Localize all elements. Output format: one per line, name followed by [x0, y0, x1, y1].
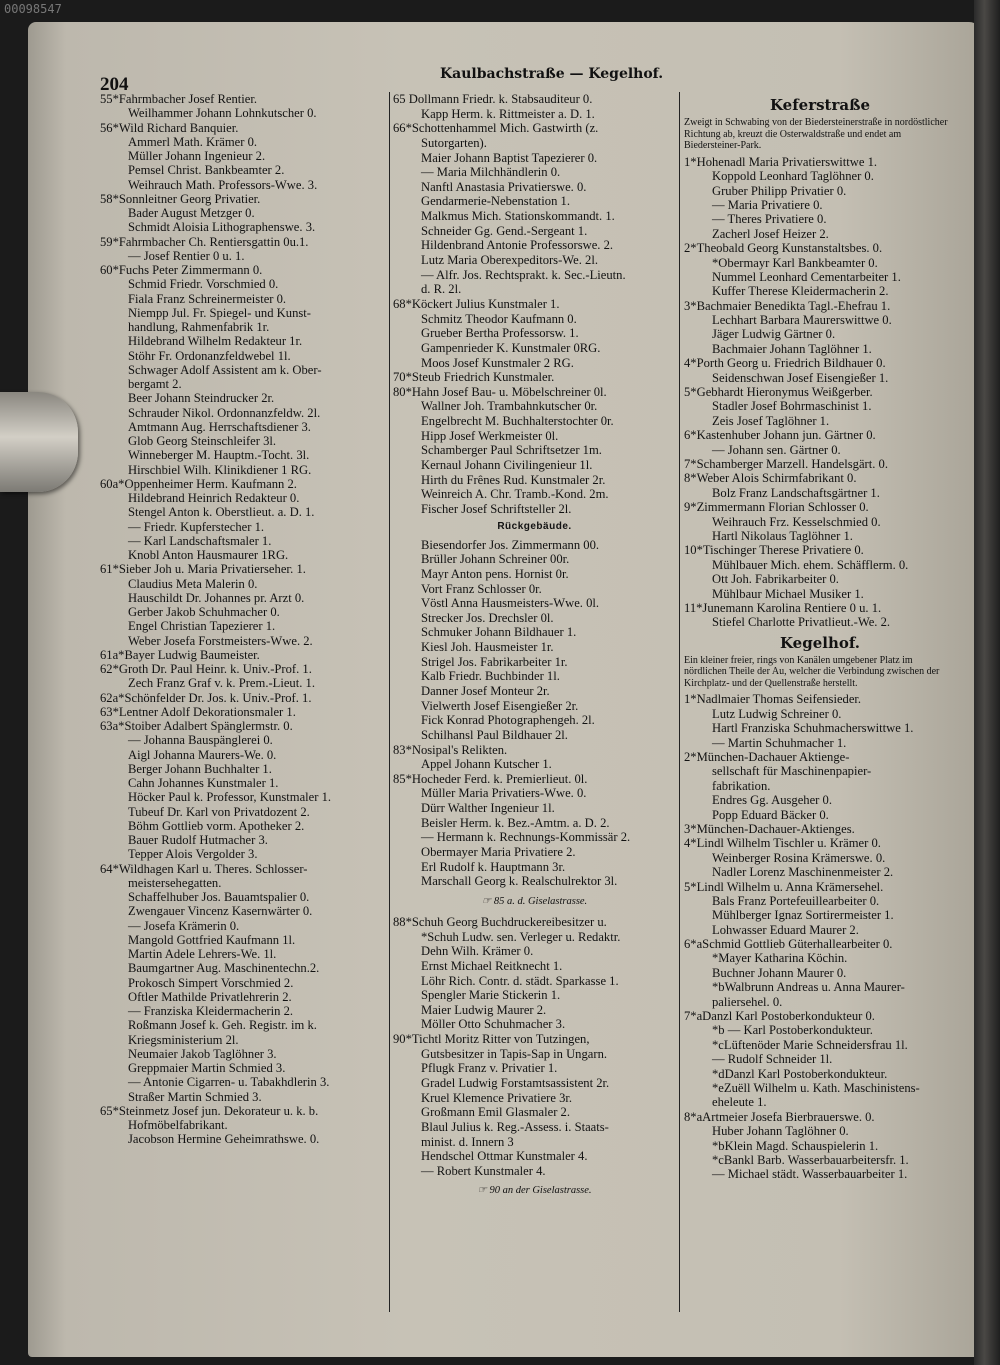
- directory-entry: Hartl Nikolaus Taglöhner 1.: [712, 528, 853, 543]
- directory-entry: 65*Steinmetz Josef jun. Dekorateur u. k. b.: [100, 1103, 319, 1118]
- column-rule-2: [679, 92, 680, 1312]
- directory-entry: 7*aDanzl Karl Postoberkondukteur 0.: [684, 1009, 875, 1024]
- directory-entry: Hauschildt Dr. Johannes pr. Arzt 0.: [128, 590, 305, 605]
- directory-entry: 3*München-Dachauer-Aktienges.: [684, 821, 855, 836]
- directory-entry: Bachmaier Johann Taglöhner 1.: [712, 341, 872, 356]
- running-header: Kaulbachstraße — Kegelhof.: [440, 66, 664, 82]
- directory-entry: Hipp Josef Werkmeister 0l.: [421, 428, 559, 443]
- directory-entry: Kalb Friedr. Buchbinder 1l.: [421, 669, 560, 684]
- directory-entry: handlung, Rahmenfabrik 1r.: [128, 320, 270, 334]
- directory-entry: 7*Schamberger Marzell. Handelsgärt. 0.: [684, 456, 888, 471]
- directory-entry: — Franziska Kleidermacherin 2.: [128, 1004, 294, 1018]
- directory-entry: Maier Johann Baptist Tapezierer 0.: [421, 150, 598, 165]
- directory-entry: Nanftl Anastasia Privatierswe. 0.: [421, 179, 587, 194]
- directory-entry: Martin Adele Lehrers-We. 1l.: [128, 947, 277, 961]
- directory-entry: Sutorgarten).: [421, 135, 487, 150]
- directory-entry: Appel Johann Kutscher 1.: [421, 757, 552, 772]
- directory-entry: Fischer Josef Schriftsteller 2l.: [421, 501, 572, 516]
- directory-entry: *dDanzl Karl Postoberkondukteur.: [712, 1066, 888, 1081]
- directory-entry: Zacherl Josef Heizer 2.: [712, 226, 829, 241]
- section-note-kegelhof: Ein kleiner freier, rings von Kanälen umgebener Platz im nördlichen Theile der Au, welcher die Verbindung zwischen der Kirchplatz- und der Quellenstraße herstellt.: [684, 654, 940, 689]
- directory-entry: Tubeuf Dr. Karl von Privatdozent 2.: [128, 804, 310, 819]
- directory-entry: Aigl Johanna Maurers-We. 0.: [128, 747, 277, 762]
- directory-entry: Erl Rudolf k. Hauptmann 3r.: [421, 859, 566, 874]
- directory-entry: Stengel Anton k. Oberstlieut. a. D. 1.: [128, 505, 315, 520]
- directory-entry: — Maria Privatiere 0.: [712, 197, 823, 212]
- scan-id: 00098547: [4, 2, 62, 16]
- column-2: [393, 92, 676, 1204]
- directory-entry: Mangold Gottfried Kaufmann 1l.: [128, 932, 296, 947]
- directory-entry: Bader August Metzger 0.: [128, 206, 255, 220]
- directory-entry: minist. d. Innern 3: [421, 1134, 514, 1149]
- directory-entry: Weilhammer Johann Lohnkutscher 0.: [128, 106, 317, 121]
- directory-entry: 85*Hocheder Ferd. k. Premierlieut. 0l.: [393, 771, 588, 786]
- directory-entry: 3*Bachmaier Benedikta Tagl.-Ehefrau 1.: [684, 298, 891, 313]
- directory-entry: 61a*Bayer Ludwig Baumeister.: [100, 647, 260, 662]
- directory-entry: Moos Josef Kunstmaler 2 RG.: [421, 355, 574, 370]
- directory-entry: — Josefa Krämerin 0.: [128, 918, 240, 933]
- directory-entry: Engel Christian Tapezierer 1.: [128, 619, 276, 634]
- directory-entry: Mühlbauer Mich. ehem. Schäfflerm. 0.: [712, 557, 909, 572]
- directory-entry: — Maria Milchhändlerin 0.: [421, 165, 561, 180]
- directory-entry: meistersehegatten.: [128, 875, 222, 890]
- directory-entry: Berger Johann Buchhalter 1.: [128, 761, 272, 776]
- directory-entry: 60*Fuchs Peter Zimmermann 0.: [100, 263, 263, 277]
- directory-entry: Mühlbaur Michael Musiker 1.: [712, 586, 864, 601]
- page-number: 204: [100, 74, 129, 95]
- directory-entry: Gutsbesitzer in Tapis-Sap in Ungarn.: [421, 1046, 608, 1061]
- directory-entry: sellschaft für Maschinenpapier-: [712, 764, 872, 779]
- directory-entry: Böhm Gottlieb vorm. Apotheker 2.: [128, 818, 305, 833]
- directory-entry: fabrikation.: [712, 778, 771, 793]
- directory-entry: — Martin Schuhmacher 1.: [712, 735, 847, 750]
- directory-entry: Ernst Michael Reitknecht 1.: [421, 958, 563, 973]
- directory-entry: Schamberger Paul Schriftsetzer 1m.: [421, 443, 602, 458]
- directory-entry: Nummel Leonhard Cementarbeiter 1.: [712, 269, 901, 284]
- directory-entry: Hildebrand Heinrich Redakteur 0.: [128, 491, 300, 505]
- directory-entry: Pflugk Franz v. Privatier 1.: [421, 1061, 558, 1076]
- directory-entry: *cBankl Barb. Wasserbauarbeitersfr. 1.: [712, 1152, 909, 1167]
- entries-col2-a: [393, 92, 676, 517]
- directory-entry: 63*Lentner Adolf Dekorationsmaler 1.: [100, 704, 296, 719]
- directory-entry: Weber Josefa Forstmeisters-Wwe. 2.: [128, 633, 313, 648]
- directory-entry: Mayr Anton pens. Hornist 0r.: [421, 566, 569, 581]
- directory-entry: Blaul Julius k. Reg.-Assess. i. Staats-: [421, 1119, 609, 1134]
- directory-entry: Strecker Jos. Drechsler 0l.: [421, 610, 554, 625]
- directory-entry: Beer Johann Steindrucker 2r.: [128, 391, 275, 406]
- directory-entry: — Karl Landschaftsmaler 1.: [128, 533, 272, 548]
- directory-entry: 60a*Oppenheimer Herm. Kaufmann 2.: [100, 476, 297, 491]
- column-1: [100, 92, 390, 1147]
- directory-entry: Schaffelhuber Jos. Bauamtspalier 0.: [128, 890, 310, 904]
- directory-entry: 4*Porth Georg u. Friedrich Bildhauer 0.: [684, 356, 886, 371]
- directory-entry: bergamt 2.: [128, 377, 182, 391]
- directory-entry: Mühlberger Ignaz Sortirermeister 1.: [712, 908, 894, 923]
- directory-entry: Hildenbrand Antonie Professorswe. 2.: [421, 238, 614, 253]
- directory-entry: 6*Kastenhuber Johann jun. Gärtner 0.: [684, 428, 876, 443]
- directory-entry: Prokosch Simpert Vorschmied 2.: [128, 975, 294, 990]
- directory-entry: *bKlein Magd. Schauspielerin 1.: [712, 1138, 879, 1153]
- directory-entry: — Johanna Bauspänglerei 0.: [128, 733, 273, 748]
- directory-entry: Schmid Friedr. Vorschmied 0.: [128, 277, 279, 292]
- directory-entry: Obermayer Maria Privatiere 2.: [421, 845, 576, 860]
- directory-entry: Tepper Alois Vergolder 3.: [128, 847, 258, 862]
- directory-entry: — Hermann k. Rechnungs-Kommissär 2.: [421, 830, 631, 845]
- directory-entry: Bauer Rudolf Hutmacher 3.: [128, 833, 268, 847]
- directory-entry: 64*Wildhagen Karl u. Theres. Schlosser-: [100, 861, 308, 876]
- directory-entry: Gradel Ludwig Forstamtsassistent 2r.: [421, 1076, 610, 1090]
- directory-entry: Buchner Johann Maurer 0.: [712, 965, 847, 980]
- directory-entry: Schrauder Nikol. Ordonnanzfeldw. 2l.: [128, 405, 321, 420]
- directory-entry: 1*Hohenadl Maria Privatierswittwe 1.: [684, 154, 878, 169]
- directory-entry: Zech Franz Graf v. k. Prem.-Lieut. 1.: [128, 676, 315, 691]
- directory-entry: 63a*Stoiber Adalbert Spänglermstr. 0.: [100, 719, 293, 733]
- directory-entry: Gerber Jakob Schuhmacher 0.: [128, 605, 280, 619]
- page-clip: [0, 392, 78, 492]
- directory-entry: Niempp Jul. Fr. Spiegel- und Kunst-: [128, 305, 311, 320]
- directory-entry: Claudius Meta Malerin 0.: [128, 576, 258, 591]
- directory-entry: — Antonie Cigarren- u. Tabakhdlerin 3.: [128, 1075, 330, 1090]
- directory-entry: Wallner Joh. Trambahnkutscher 0r.: [421, 399, 598, 414]
- directory-entry: Biesendorfer Jos. Zimmermann 00.: [421, 537, 600, 552]
- footnote-85: ☞ 85 a. d. Giselastrasse.: [481, 895, 588, 907]
- directory-entry: Huber Johann Taglöhner 0.: [712, 1124, 849, 1139]
- directory-entry: 56*Wild Richard Banquier.: [100, 120, 239, 135]
- directory-entry: Schilhansl Paul Bildhauer 2l.: [421, 727, 568, 742]
- directory-entry: Weinreich A. Chr. Tramb.-Kond. 2m.: [421, 487, 609, 502]
- directory-entry: Marschall Georg k. Realschulrektor 3l.: [421, 874, 618, 889]
- directory-entry: Fick Konrad Photographengeh. 2l.: [421, 713, 595, 728]
- directory-entry: Dehn Wilh. Krämer 0.: [421, 944, 534, 959]
- directory-entry: Müller Johann Ingenieur 2.: [128, 149, 266, 163]
- directory-entry: Gendarmerie-Nebenstation 1.: [421, 194, 570, 209]
- directory-entry: Greppmaier Martin Schmied 3.: [128, 1061, 286, 1075]
- directory-entry: Weinberger Rosina Krämerswe. 0.: [712, 850, 886, 865]
- directory-entry: Baumgartner Aug. Maschinentechn.2.: [128, 961, 320, 976]
- directory-entry: 11*Junemann Karolina Rentiere 0 u. 1.: [684, 600, 882, 615]
- directory-entry: Schmitz Theodor Kaufmann 0.: [421, 311, 577, 326]
- directory-entry: Straßer Martin Schmied 3.: [128, 1089, 262, 1104]
- directory-entry: Müller Maria Privatiers-Wwe. 0.: [421, 786, 587, 801]
- directory-entry: 6*aSchmid Gottlieb Güterhallearbeiter 0.: [684, 937, 893, 952]
- directory-entry: Fiala Franz Schreinermeister 0.: [128, 291, 287, 306]
- directory-entry: 65 Dollmann Friedr. k. Stabsauditeur 0.: [393, 92, 593, 106]
- directory-entry: *cLüftenöder Marie Schneidersfrau 1l.: [712, 1037, 908, 1052]
- directory-entry: Bals Franz Portefeuillearbeiter 0.: [712, 893, 880, 908]
- directory-entry: Hirschbiel Wilh. Klinikdiener 1 RG.: [128, 462, 312, 477]
- directory-entry: 83*Nosipal's Relikten.: [393, 742, 508, 757]
- directory-entry: 88*Schuh Georg Buchdruckereibesitzer u.: [393, 914, 607, 929]
- directory-entry: Löhr Rich. Contr. d. städt. Sparkasse 1.: [421, 973, 619, 988]
- directory-entry: — Robert Kunstmaler 4.: [421, 1163, 546, 1178]
- footnote-90: ☞ 90 an der Giselastrasse.: [477, 1185, 592, 1197]
- directory-entry: 90*Tichtl Moritz Ritter von Tutzingen,: [393, 1032, 590, 1047]
- directory-entry: *Mayer Katharina Köchin.: [712, 951, 848, 966]
- directory-entry: 55*Fahrmbacher Josef Rentier.: [100, 92, 258, 106]
- directory-entry: *b — Karl Postoberkondukteur.: [712, 1023, 873, 1038]
- directory-entry: — Theres Privatiere 0.: [712, 212, 827, 227]
- directory-entry: 5*Gebhardt Hieronymus Weißgerber.: [684, 385, 873, 400]
- section-title-keferstrasse: Keferstraße: [769, 96, 871, 114]
- directory-entry: Jäger Ludwig Gärtner 0.: [712, 327, 836, 342]
- directory-entry: Schmidt Aloisia Lithographenswe. 3.: [128, 220, 316, 235]
- directory-entry: 70*Steub Friedrich Kunstmaler.: [393, 370, 555, 385]
- directory-entry: paliersehel. 0.: [712, 994, 783, 1009]
- directory-entry: Ammerl Math. Krämer 0.: [128, 134, 258, 149]
- directory-entry: 8*Weber Alois Schirmfabrikant 0.: [684, 471, 857, 486]
- directory-entry: Cahn Johannes Kunstmaler 1.: [128, 776, 279, 790]
- directory-entry: Kapp Herm. k. Rittmeister a. D. 1.: [421, 106, 595, 121]
- directory-entry: Bolz Franz Landschaftsgärtner 1.: [712, 485, 880, 500]
- directory-entry: Schwager Adolf Assistent am k. Ober-: [128, 362, 322, 377]
- directory-entry: Hirth du Frênes Rud. Kunstmaler 2r.: [421, 472, 606, 487]
- directory-entry: Seidenschwan Josef Eisengießer 1.: [712, 370, 889, 385]
- directory-entry: Stöhr Fr. Ordonanzfeldwebel 1l.: [128, 348, 291, 363]
- column-3: [684, 92, 956, 1182]
- directory-entry: Brüller Johann Schreiner 00r.: [421, 552, 570, 567]
- directory-entry: Zeis Josef Taglöhner 1.: [712, 413, 830, 428]
- directory-entry: 66*Schottenhammel Mich. Gastwirth (z.: [393, 121, 599, 136]
- entries-col2-c: [393, 915, 676, 1179]
- directory-entry: Weihrauch Math. Professors-Wwe. 3.: [128, 177, 318, 192]
- directory-entry: d. R. 2l.: [421, 282, 462, 297]
- directory-entry: Oftler Mathilde Privatlehrerin 2.: [128, 989, 292, 1004]
- directory-entry: Stiefel Charlotte Privatlieut.-We. 2.: [712, 615, 891, 630]
- directory-entry: Gruber Philipp Privatier 0.: [712, 183, 847, 198]
- directory-entry: Popp Eduard Bäcker 0.: [712, 807, 829, 822]
- directory-entry: Stadler Josef Bohrmaschinist 1.: [712, 399, 872, 414]
- directory-entry: Großmann Emil Glasmaler 2.: [421, 1105, 570, 1120]
- directory-entry: Grueber Bertha Professorsw. 1.: [421, 326, 579, 341]
- directory-entry: Endres Gg. Ausgeher 0.: [712, 793, 832, 808]
- directory-entry: Kernaul Johann Civilingenieur 1l.: [421, 458, 593, 473]
- directory-entry: Gampenrieder K. Kunstmaler 0RG.: [421, 340, 601, 355]
- directory-entry: Nadler Lorenz Maschinenmeister 2.: [712, 865, 894, 880]
- directory-entry: Roßmann Josef k. Geh. Registr. im k.: [128, 1018, 317, 1033]
- directory-entry: 62*Groth Dr. Paul Heinr. k. Univ.-Prof. 1.: [100, 662, 312, 676]
- directory-entry: Strigel Jos. Fabrikarbeiter 1r.: [421, 654, 568, 669]
- directory-entry: 10*Tischinger Therese Privatiere 0.: [684, 543, 864, 558]
- directory-entry: — Friedr. Kupferstecher 1.: [128, 519, 265, 534]
- directory-entry: 9*Zimmermann Florian Schlosser 0.: [684, 500, 869, 515]
- directory-entry: — Johann sen. Gärtner 0.: [712, 442, 841, 457]
- entries-col3-b: [684, 692, 956, 1181]
- directory-entry: Vielwerth Josef Eisengießer 2r.: [421, 698, 579, 713]
- directory-entry: Winneberger M. Hauptm.-Tocht. 3l.: [128, 448, 310, 463]
- directory-entry: Lohwasser Eduard Maurer 2.: [712, 922, 859, 937]
- directory-entry: Knobl Anton Hausmaurer 1RG.: [128, 548, 289, 562]
- directory-entry: 62a*Schönfelder Dr. Jos. k. Univ.-Prof. 1.: [100, 690, 312, 705]
- directory-entry: Glob Georg Steinschleifer 3l.: [128, 434, 277, 448]
- directory-entry: 2*Theobald Georg Kunstanstaltsbes. 0.: [684, 241, 883, 256]
- directory-entry: Kuffer Therese Kleidermacherin 2.: [712, 284, 889, 299]
- book-edge: [974, 0, 1000, 1365]
- directory-entry: — Rudolf Schneider 1l.: [712, 1052, 833, 1067]
- directory-entry: Zwengauer Vincenz Kasernwärter 0.: [128, 904, 313, 919]
- directory-entry: Schmuker Johann Bildhauer 1.: [421, 625, 577, 640]
- directory-entry: 4*Lindl Wilhelm Tischler u. Krämer 0.: [684, 836, 881, 851]
- directory-entry: Schneider Gg. Gend.-Sergeant 1.: [421, 223, 588, 238]
- directory-entry: Kriegsministerium 2l.: [128, 1032, 239, 1047]
- directory-entry: Hofmöbelfabrikant.: [128, 1118, 228, 1132]
- directory-entry: Kiesl Joh. Hausmeister 1r.: [421, 640, 554, 655]
- directory-entry: *bWalbrunn Andreas u. Anna Maurer-: [712, 980, 905, 995]
- subheading-rueckgebaeude: Rückgebäude.: [497, 520, 572, 532]
- directory-entry: Pemsel Christ. Bankbeamter 2.: [128, 163, 285, 178]
- directory-entry: — Michael städt. Wasserbauarbeiter 1.: [712, 1167, 908, 1182]
- directory-entry: *eZuëll Wilhelm u. Kath. Maschinistens-: [712, 1081, 920, 1095]
- directory-entry: Spengler Marie Stickerin 1.: [421, 988, 561, 1003]
- directory-entry: Engelbrecht M. Buchhalterstochter 0r.: [421, 414, 614, 429]
- directory-entry: Malkmus Mich. Stationskommandt. 1.: [421, 209, 615, 224]
- directory-entry: Höcker Paul k. Professor, Kunstmaler 1.: [128, 790, 332, 805]
- directory-entry: Maier Ludwig Maurer 2.: [421, 1002, 547, 1017]
- directory-entry: Dürr Walther Ingenieur 1l.: [421, 801, 555, 816]
- directory-entry: Amtmann Aug. Herrschaftsdiener 3.: [128, 419, 311, 434]
- section-note-keferstrasse: Zweigt in Schwabing von der Biedersteinerstraße in nordöstlicher Richtung ab, kreuzt die Osterwaldstraße und endet am Biedersteiner-Park.: [684, 117, 948, 152]
- directory-entry: 8*aArtmeier Josefa Bierbrauerswe. 0.: [684, 1109, 875, 1124]
- directory-entry: Jacobson Hermine Geheimrathswe. 0.: [128, 1132, 320, 1147]
- directory-entry: Hartl Franziska Schuhmacherswittwe 1.: [712, 721, 914, 736]
- directory-entry: Beisler Herm. k. Bez.-Amtm. a. D. 2.: [421, 815, 610, 830]
- directory-entry: 59*Fahrmbacher Ch. Rentiersgattin 0u.1.: [100, 234, 309, 249]
- directory-entry: Neumaier Jakob Taglöhner 3.: [128, 1046, 277, 1061]
- entries-col1: [100, 92, 390, 1147]
- directory-entry: Danner Josef Monteur 2r.: [421, 683, 550, 698]
- section-title-kegelhof: Kegelhof.: [779, 633, 861, 652]
- entries-col3-a: [684, 155, 956, 630]
- directory-entry: Ott Joh. Fabrikarbeiter 0.: [712, 572, 839, 587]
- directory-entry: Vöstl Anna Hausmeisters-Wwe. 0l.: [421, 596, 600, 611]
- directory-entry: 68*Köckert Julius Kunstmaler 1.: [393, 296, 560, 311]
- directory-entry: 1*Nadlmaier Thomas Seifensieder.: [684, 692, 862, 707]
- directory-entry: 58*Sonnleitner Georg Privatier.: [100, 191, 261, 206]
- directory-entry: Kruel Klemence Privatiere 3r.: [421, 1090, 573, 1105]
- directory-entry: Vort Franz Schlosser 0r.: [421, 581, 542, 596]
- directory-entry: Möller Otto Schuhmacher 3.: [421, 1017, 566, 1032]
- directory-entry: Hildebrand Wilhelm Redakteur 1r.: [128, 334, 303, 349]
- directory-entry: Lechhart Barbara Maurerswittwe 0.: [712, 313, 892, 328]
- directory-entry: *Obermayr Karl Bankbeamter 0.: [712, 255, 878, 270]
- directory-entry: Hendschel Ottmar Kunstmaler 4.: [421, 1149, 588, 1164]
- directory-entry: 2*München-Dachauer Aktienge-: [684, 750, 850, 765]
- directory-entry: *Schuh Ludw. sen. Verleger u. Redaktr.: [421, 929, 621, 944]
- directory-entry: Lutz Maria Oberexpeditors-We. 2l.: [421, 253, 598, 268]
- entries-col2-b: [393, 538, 676, 889]
- directory-entry: 5*Lindl Wilhelm u. Anna Krämersehel.: [684, 879, 884, 894]
- directory-entry: Koppold Leonhard Taglöhner 0.: [712, 169, 874, 184]
- directory-entry: — Josef Rentier 0 u. 1.: [128, 248, 245, 263]
- directory-entry: Weihrauch Frz. Kesselschmied 0.: [712, 514, 881, 529]
- directory-entry: 80*Hahn Josef Bau- u. Möbelschreiner 0l.: [393, 384, 607, 399]
- directory-entry: Lutz Ludwig Schreiner 0.: [712, 706, 842, 721]
- directory-entry: eheleute 1.: [712, 1095, 767, 1110]
- directory-entry: — Alfr. Jos. Rechtsprakt. k. Sec.-Lieutn.: [421, 267, 626, 282]
- directory-entry: 61*Sieber Joh u. Maria Privatiersehег. 1.: [100, 562, 306, 577]
